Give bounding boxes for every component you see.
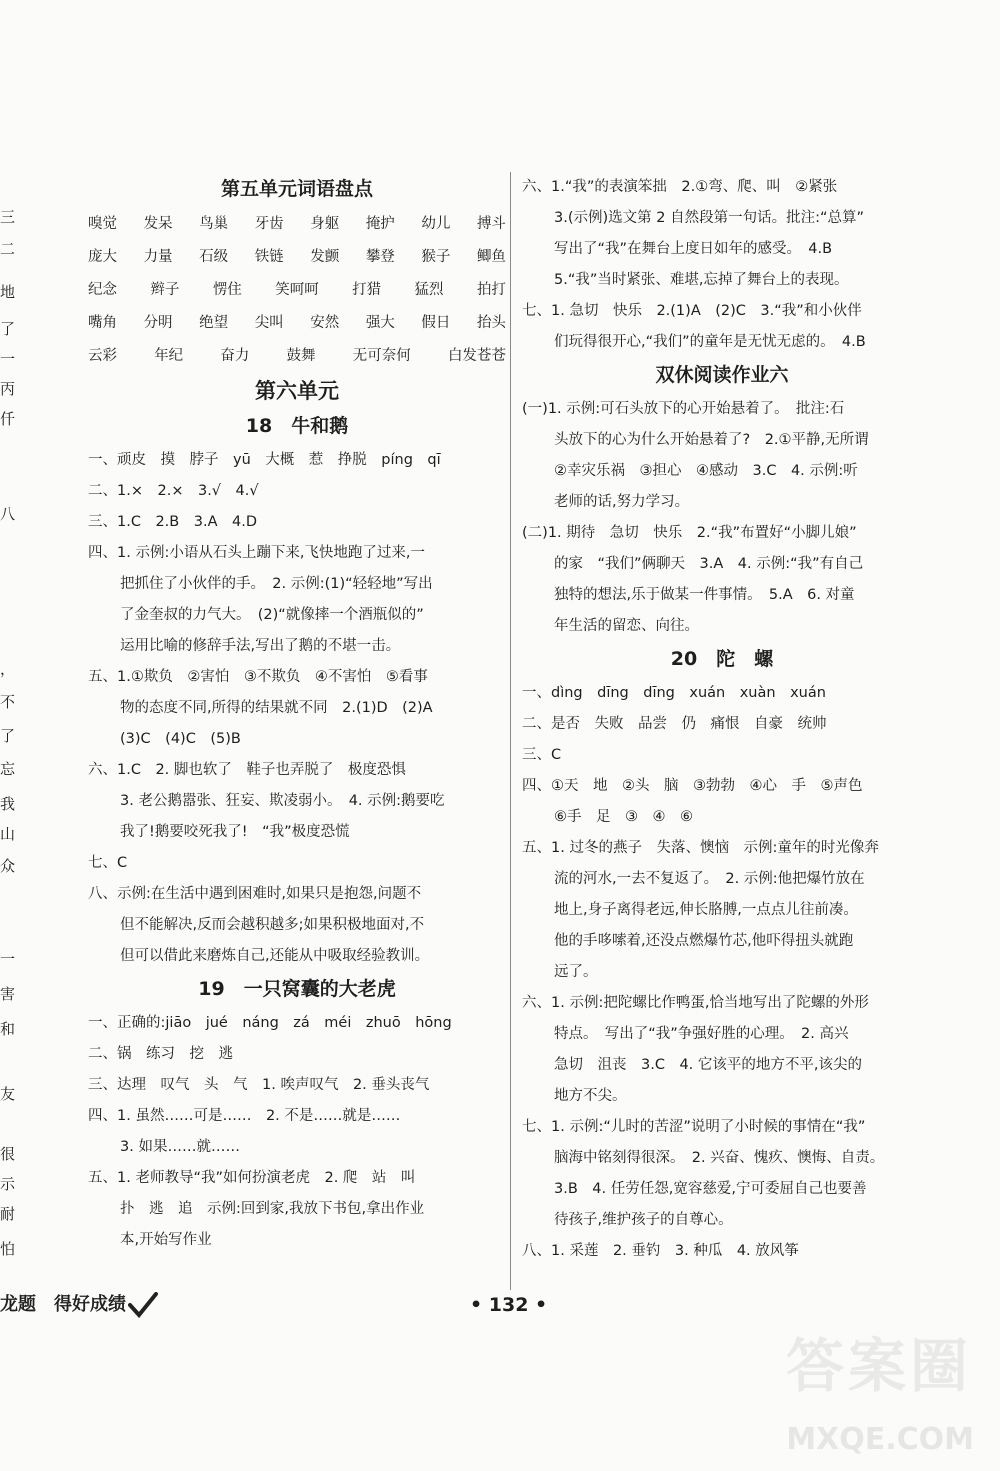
answer-line: 五、1. 老师教导“我”如何扮演老虎 2. 爬 站 叫: [88, 1170, 416, 1186]
vocab-word: 愣住: [212, 282, 242, 298]
vocab-word: 力量: [143, 249, 173, 265]
vocab-word: 笑呵呵: [275, 282, 319, 298]
answer-line: 六、1. 示例:把陀螺比作鸭蛋,恰当地写出了陀螺的外形: [522, 995, 869, 1011]
answer-line: 3.(示例)选文第 2 自然段第一句话。批注:“总算”: [554, 210, 864, 226]
answer-line: 二、锅 练习 挖 逃: [88, 1046, 233, 1062]
brand-logo-text: 龙题 得好成绩: [0, 1294, 126, 1315]
vocab-title: 第五单元词语盘点: [220, 178, 373, 200]
left-column: [88, 172, 506, 1256]
vocab-row: [88, 274, 506, 307]
answer-line: 二、是否 失败 品尝 仍 痛恨 自豪 统帅: [522, 716, 827, 732]
edge-char: 仟: [0, 410, 16, 428]
reading-answers: [522, 394, 922, 642]
edge-char: 一: [0, 350, 16, 368]
vocab-word: 辫子: [150, 282, 180, 298]
answer-line: 扑 逃 追 示例:回到家,我放下书包,拿出作业: [120, 1201, 425, 1217]
answer-line: 一、正确的:jiāo jué náng zá méi zhuō hōng: [88, 1015, 452, 1031]
vocab-word: 拍打: [476, 282, 506, 298]
vocab-row: [88, 340, 506, 373]
right-top-answers: [522, 172, 922, 358]
checkmark-icon: [128, 1292, 158, 1318]
edge-char: 地: [0, 283, 16, 301]
answer-line: 流的河水,一去不复返了。 2. 示例:他把爆竹放在: [554, 871, 865, 887]
vocab-row: [88, 208, 506, 241]
edge-char: 了: [0, 320, 16, 338]
answer-line: 把抓住了小伙伴的手。 2. 示例:(1)“轻轻地”写出: [120, 576, 433, 592]
lesson19-title: 19 一只窝囊的大老虎: [198, 978, 396, 1000]
answer-line: 四、1. 虽然……可是…… 2. 不是……就是……: [88, 1108, 401, 1124]
vocab-word: 发呆: [143, 216, 173, 232]
vocab-list: [88, 208, 506, 373]
right-column: [522, 172, 922, 1267]
answer-line: 地上,身子离得老远,伸长胳膊,一点点儿往前凑。: [554, 902, 858, 918]
vocab-word: 猴子: [421, 249, 451, 265]
edge-char: 忘: [0, 760, 16, 778]
vocab-word: 鼓舞: [286, 348, 316, 364]
vocab-row: [88, 307, 506, 340]
edge-char: 害: [0, 985, 16, 1003]
answer-line: 八、示例:在生活中遇到困难时,如果只是抱怨,问题不: [88, 886, 422, 902]
answer-line: 四、1. 示例:小语从石头上蹦下来,飞快地跑了过来,一: [88, 545, 426, 561]
edge-char: 二: [0, 240, 16, 258]
reading-title: 双休阅读作业六: [655, 364, 789, 386]
answer-line: 七、C: [88, 855, 128, 871]
edge-char: 我: [0, 795, 16, 813]
answer-line: 3. 如果……就……: [120, 1139, 240, 1155]
vocab-word: 铁链: [254, 249, 284, 265]
edge-char: 示: [0, 1175, 16, 1193]
vocab-word: 假日: [421, 315, 451, 331]
answer-line: 3.B 4. 任劳任怨,宽容慈爱,宁可委屈自己也要善: [554, 1181, 867, 1197]
answer-line: 四、①天 地 ②头 脑 ③勃勃 ④心 手 ⑤声色: [522, 778, 863, 794]
vocab-word: 分明: [143, 315, 173, 331]
vocab-word: 白发苍苍: [447, 348, 506, 364]
answer-line: 待孩子,维护孩子的自尊心。: [554, 1212, 733, 1228]
answer-line: 他的手哆嗦着,还没点燃爆竹芯,他吓得扭头就跑: [554, 933, 854, 949]
edge-char: 耐: [0, 1205, 16, 1223]
edge-char: 不: [0, 693, 16, 711]
vocab-word: 抬头: [476, 315, 506, 331]
column-divider: [510, 172, 511, 1290]
vocab-word: 嗅觉: [88, 216, 117, 232]
answer-line: 三、C: [522, 747, 562, 763]
answer-line: 五、1.①欺负 ②害怕 ③不欺负 ④不害怕 ⑤看事: [88, 669, 428, 685]
vocab-word: 尖叫: [254, 315, 284, 331]
vocab-word: 奋力: [220, 348, 250, 364]
answer-line: 八、1. 采莲 2. 垂钓 3. 种瓜 4. 放风筝: [522, 1243, 799, 1259]
answer-line: 物的态度不同,所得的结果就不同 2.(1)D (2)A: [120, 700, 433, 716]
answer-line: 急切 沮丧 3.C 4. 它该平的地方不平,该尖的: [554, 1057, 863, 1073]
edge-char: 友: [0, 1085, 16, 1103]
answer-line: 七、1. 示例:“儿时的苦涩”说明了小时候的事情在“我”: [522, 1119, 866, 1135]
vocab-word: 搏斗: [476, 216, 506, 232]
edge-char: ，: [0, 660, 16, 678]
vocab-word: 庞大: [88, 249, 117, 265]
answer-line: (3)C (4)C (5)B: [120, 731, 241, 747]
vocab-word: 鸟巢: [199, 216, 229, 232]
answer-line: 本,开始写作业: [120, 1232, 212, 1248]
answer-line: 头放下的心为什么开始悬着了? 2.①平静,无所谓: [554, 432, 869, 448]
answer-line: 3. 老公鹅嚣张、狂妄、欺凌弱小。 4. 示例:鹅要吃: [120, 793, 445, 809]
watermark-text: 答案圈: [785, 1332, 972, 1400]
page-number: • 132 •: [470, 1294, 548, 1316]
edge-char: 八: [0, 505, 16, 523]
watermark-url: MXQE.COM: [786, 1422, 974, 1457]
answer-line: 们玩得很开心,“我们”的童年是无忧无虑的。 4.B: [554, 334, 866, 350]
edge-char: 山: [0, 825, 16, 843]
lesson19-answers: [88, 1008, 506, 1256]
vocab-word: 鲫鱼: [476, 249, 506, 265]
answer-line: 一、顽皮 摸 脖子 yū 大概 惹 挣脱 píng qī: [88, 452, 441, 468]
edge-char: 丙: [0, 380, 16, 398]
answer-line: 的家 “我们”俩聊天 3.A 4. 示例:“我”有自己: [554, 556, 864, 572]
lesson20-title: 20 陀 螺: [670, 648, 774, 670]
answer-line: 但可以借此来磨炼自己,还能从中吸取经验教训。: [120, 948, 430, 964]
answer-line: 老师的话,努力学习。: [554, 494, 690, 510]
answer-line: 三、达理 叹气 头 气 1. 唉声叹气 2. 垂头丧气: [88, 1077, 430, 1093]
edge-char: 了: [0, 727, 16, 745]
vocab-word: 无可奈何: [352, 348, 411, 364]
vocab-word: 身躯: [310, 216, 340, 232]
vocab-word: 绝望: [199, 315, 229, 331]
vocab-word: 猛烈: [414, 282, 444, 298]
watermark-logo: [690, 1313, 990, 1463]
vocab-row: [88, 241, 506, 274]
answer-line: 独特的想法,乐于做某一件事情。 5.A 6. 对童: [554, 587, 855, 603]
answer-line: 年生活的留恋、向往。: [554, 618, 699, 634]
answer-line: 了金奎叔的力气大。 (2)“就像摔一个酒瓶似的”: [120, 607, 424, 623]
answer-line: (一)1. 示例:可石头放下的心开始悬着了。 批注:石: [522, 401, 845, 417]
vocab-word: 打猎: [352, 282, 382, 298]
answer-line: 五、1. 过冬的燕子 失落、懊恼 示例:童年的时光像奔: [522, 840, 879, 856]
vocab-word: 石级: [199, 249, 229, 265]
answer-line: 写出了“我”在舞台上度日如年的感受。 4.B: [554, 241, 833, 257]
answer-line: (二)1. 期待 急切 快乐 2.“我”布置好“小脚儿娘”: [522, 525, 857, 541]
answer-line: 六、1.C 2. 脚也软了 鞋子也弄脱了 极度恐惧: [88, 762, 406, 778]
answer-line: 5.“我”当时紧张、难堪,忘掉了舞台上的表现。: [554, 272, 849, 288]
edge-char: 和: [0, 1020, 16, 1038]
answer-line: 三、1.C 2.B 3.A 4.D: [88, 514, 257, 530]
vocab-word: 掩护: [365, 216, 395, 232]
vocab-word: 幼儿: [421, 216, 451, 232]
answer-line: 远了。: [554, 964, 598, 980]
lesson18-title: 18 牛和鹅: [245, 415, 349, 437]
answer-line: 但不能解决,反而会越积越多;如果积极地面对,不: [120, 917, 425, 933]
answer-line: ⑥手 足 ③ ④ ⑥: [554, 809, 693, 825]
edge-char: 很: [0, 1145, 16, 1163]
vocab-word: 攀登: [365, 249, 395, 265]
answer-line: 地方不尖。: [554, 1088, 627, 1104]
vocab-word: 年纪: [154, 348, 184, 364]
vocab-word: 发颤: [310, 249, 340, 265]
answer-line: 脑海中铭刻得很深。 2. 兴奋、愧疚、懊悔、自责。: [554, 1150, 885, 1166]
answer-line: ②幸灾乐祸 ③担心 ④感动 3.C 4. 示例:听: [554, 463, 858, 479]
vocab-word: 云彩: [88, 348, 117, 364]
answer-line: 二、1.× 2.× 3.√ 4.√: [88, 483, 259, 499]
edge-char: 众: [0, 857, 16, 875]
vocab-word: 安然: [310, 315, 340, 331]
vocab-word: 纪念: [88, 282, 117, 298]
vocab-word: 牙齿: [254, 216, 284, 232]
edge-char: 三: [0, 208, 16, 226]
edge-char: 怕: [0, 1240, 16, 1258]
brand-logo: [0, 1290, 158, 1318]
answer-line: 我了!鹅要咬死我了! “我”极度恐慌: [120, 824, 350, 840]
lesson20-answers: [522, 678, 922, 1267]
answer-line: 一、dìng dīng dīng xuán xuàn xuán: [522, 685, 826, 701]
vocab-word: 强大: [365, 315, 395, 331]
answer-line: 特点。 写出了“我”争强好胜的心理。 2. 高兴: [554, 1026, 849, 1042]
answer-line: 运用比喻的修辞手法,写出了鹅的不堪一击。: [120, 638, 401, 654]
lesson18-answers: [88, 445, 506, 972]
unit-title: 第六单元: [255, 379, 339, 403]
edge-char: 一: [0, 950, 16, 968]
answer-line: 七、1. 急切 快乐 2.(1)A (2)C 3.“我”和小伙伴: [522, 303, 862, 319]
vocab-word: 嘴角: [88, 315, 117, 331]
answer-line: 六、1.“我”的表演笨拙 2.①弯、爬、叫 ②紧张: [522, 179, 838, 195]
